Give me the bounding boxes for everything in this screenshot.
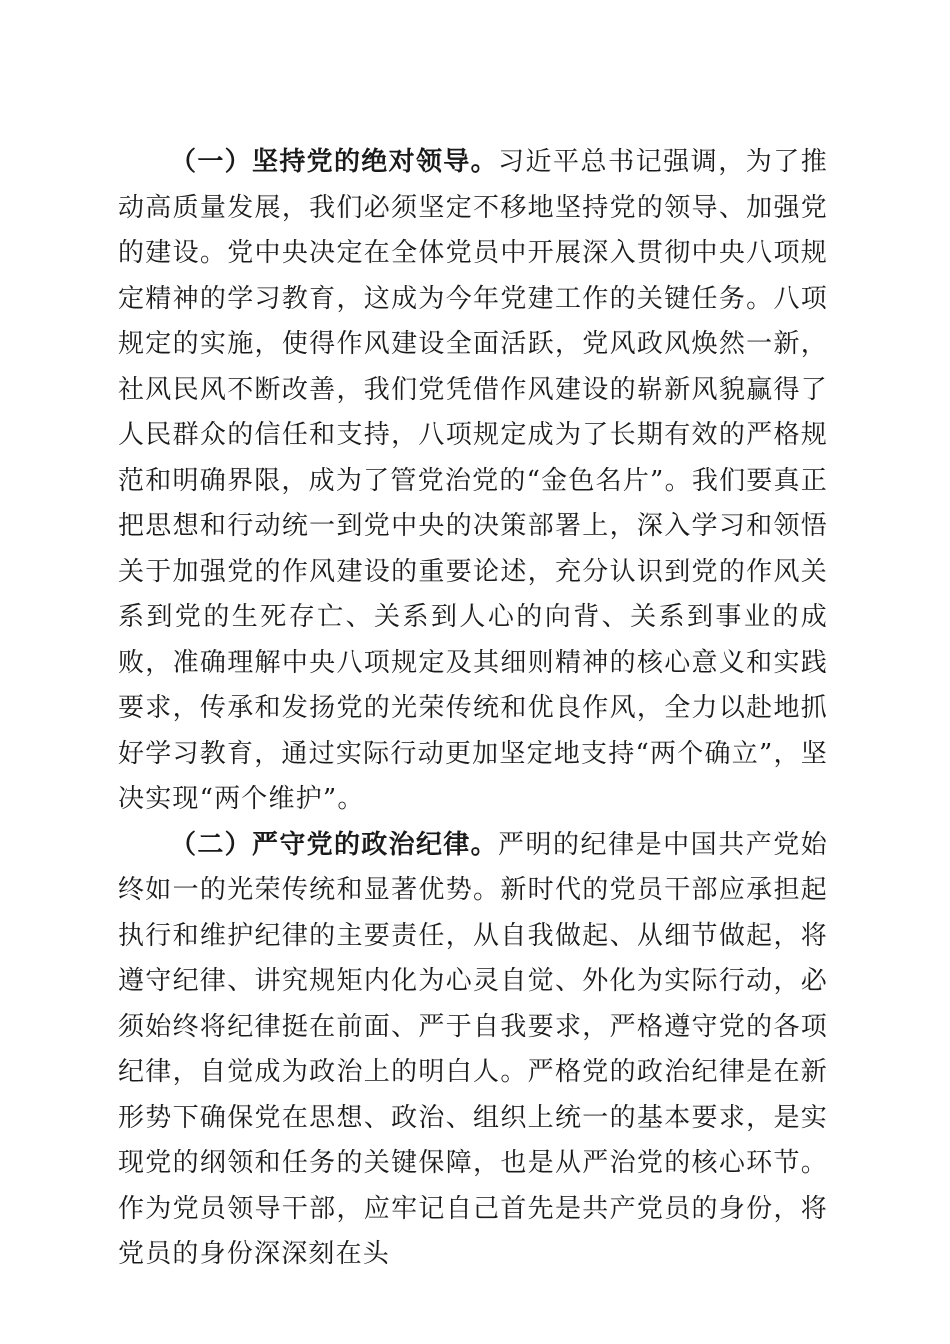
- document-body: [118, 140, 828, 1278]
- section-body-1: 习近平总书记强调，为了推动高质量发展，我们必须坚定不移地坚持党的领导、加强党的建设。党中央决定在全体党员中开展深入贯彻中央八项规定精神的学习教育，这成为今年党建工作的关键任务。八项规定的实施，使得作风建设全面活跃，党风政风焕然一新，社风民风不断改善，我们党凭借作风建设的崭新风貌赢得了人民群众的信任和支持，八项规定成为了长期有效的严格规范和明确界限，成为了管党治党的“金色名片”。我们要真正把思想和行动统一到党中央的决策部署上，深入学习和领悟关于加强党的作风建设的重要论述，充分认识到党的作风关系到党的生死存亡、关系到人心的向背、关系到事业的成败，准确理解中央八项规定及其细则精神的核心意义和实践要求，传承和发扬党的光荣传统和优良作风，全力以赴地抓好学习教育，通过实际行动更加坚定地支持“两个确立”，坚决实现“两个维护”。: [118, 147, 828, 814]
- paragraph-section-1: [118, 140, 828, 823]
- section-body-2: 严明的纪律是中国共产党始终如一的光荣传统和显著优势。新时代的党员干部应承担起执行和维护纪律的主要责任，从自我做起、从细节做起，将遵守纪律、讲究规矩内化为心灵自觉、外化为实际行动，必须始终将纪律挺在前面、严于自我要求，严格遵守党的各项纪律，自觉成为政治上的明白人。严格党的政治纪律是在新形势下确保党在思想、政治、组织上统一的基本要求，是实现党的纲领和任务的关键保障，也是从严治党的核心环节。作为党员领导干部，应牢记自己首先是共产党员的身份，将党员的身份深深刻在头: [118, 829, 828, 1269]
- section-heading-1: （一）坚持党的绝对领导。: [170, 147, 498, 177]
- section-heading-2: （二）严守党的政治纪律。: [170, 829, 498, 860]
- paragraph-section-2: [118, 823, 828, 1278]
